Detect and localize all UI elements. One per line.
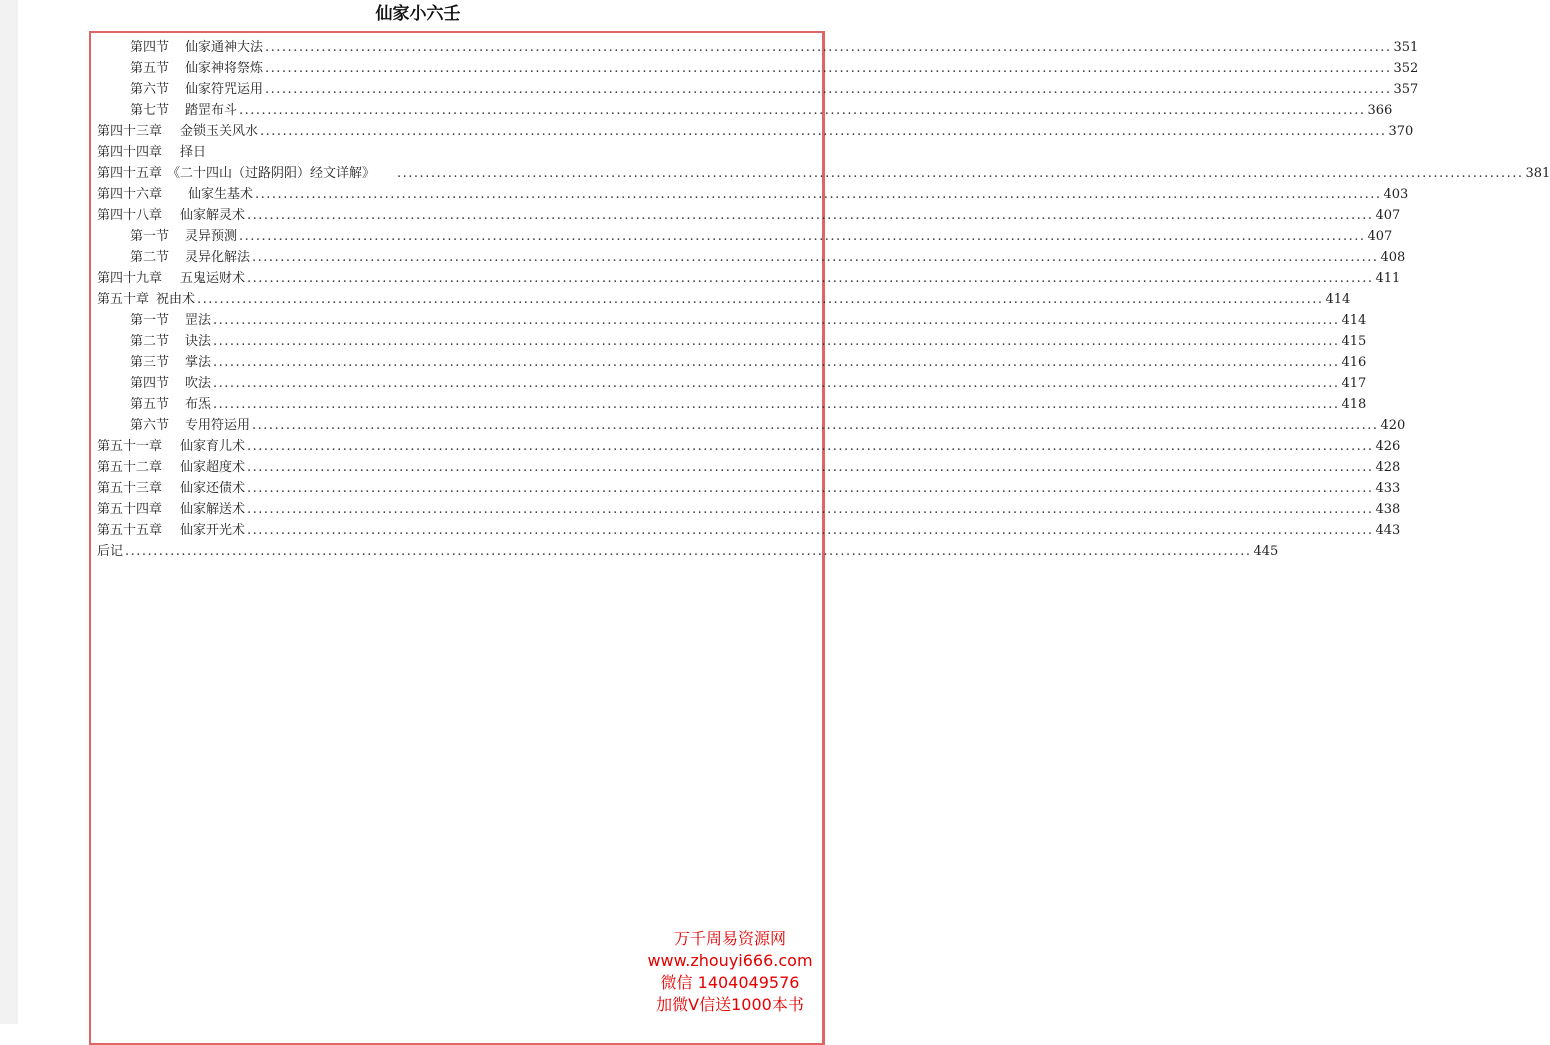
- toc-entry[interactable]: [97, 394, 819, 415]
- toc-leader-dots: ........................................................................................................................................................................................................: [265, 79, 1391, 100]
- toc-entry[interactable]: [97, 205, 819, 226]
- toc-entry-page: 426: [1376, 436, 1401, 457]
- toc-entry-title: 仙家生基术: [188, 184, 253, 205]
- toc-entry-label: 第四十八章: [97, 205, 162, 226]
- toc-entry-label: 第四十五章: [97, 163, 162, 184]
- toc-entry-title: 掌法: [185, 352, 211, 373]
- toc-entry-page: 417: [1342, 373, 1367, 394]
- toc-entry[interactable]: [97, 289, 819, 310]
- toc-entry-page: 415: [1342, 331, 1367, 352]
- toc-entry[interactable]: [97, 499, 819, 520]
- toc-entry-title: 祝由术: [156, 289, 195, 310]
- toc-entry-title: 踏罡布斗: [185, 100, 237, 121]
- toc-entry-label: 第五十二章: [97, 457, 162, 478]
- toc-leader-dots: ........................................................................................................................................................................................................: [213, 310, 1339, 331]
- watermark-line-4: 加微V信送1000本书: [632, 994, 828, 1016]
- toc-entry-title: 择日: [180, 142, 206, 163]
- toc-entry-label: 第五节: [130, 58, 169, 79]
- toc-entry-title: 仙家开光术: [180, 520, 245, 541]
- toc-entry-page: 403: [1384, 184, 1409, 205]
- toc-leader-dots: ........................................................................................................................................................................................................: [247, 478, 1373, 499]
- toc-entry[interactable]: [97, 79, 819, 100]
- toc-entry-page: 414: [1342, 310, 1367, 331]
- toc-entry[interactable]: [97, 268, 819, 289]
- toc-entry-page: 351: [1394, 37, 1419, 58]
- toc-entry[interactable]: [97, 100, 819, 121]
- toc-entry[interactable]: [97, 184, 819, 205]
- toc-entry-page: 433: [1376, 478, 1401, 499]
- toc-entry[interactable]: [97, 310, 819, 331]
- toc-entry-label: 第一节: [130, 226, 169, 247]
- toc-entry-title: 《二十四山（过路阴阳）经文详解》: [167, 163, 375, 184]
- toc-entry[interactable]: [97, 373, 819, 394]
- toc-leader-dots: ........................................................................................................................................................................................................: [247, 268, 1373, 289]
- toc-entry-label: 第二节: [130, 331, 169, 352]
- toc-leader-dots: ........................................................................................................................................................................................................: [213, 373, 1339, 394]
- toc-entry-label: 第四节: [130, 37, 169, 58]
- toc-entry[interactable]: [97, 541, 819, 562]
- toc-entry-label: 第五十四章: [97, 499, 162, 520]
- toc-entry-label: 第四节: [130, 373, 169, 394]
- toc-entry-page: 428: [1376, 457, 1401, 478]
- toc-entry-title: 金锁玉关风水: [180, 121, 258, 142]
- toc-entry-label: 后记: [97, 541, 123, 562]
- toc-entry[interactable]: [97, 415, 819, 436]
- toc-leader-dots: ........................................................................................................................................................................................................: [260, 121, 1386, 142]
- toc-entry-page: 414: [1326, 289, 1351, 310]
- toc-leader-dots: ........................................................................................................................................................................................................: [265, 37, 1391, 58]
- left-gutter: [0, 0, 18, 1024]
- toc-entry-title: 布炁: [185, 394, 211, 415]
- toc-leader-dots: ........................................................................................................................................................................................................: [252, 247, 1378, 268]
- toc-entry-title: 仙家符咒运用: [185, 79, 263, 100]
- toc-entry-title: 仙家育儿术: [180, 436, 245, 457]
- toc-entry-title: 仙家通神大法: [185, 37, 263, 58]
- toc-entry-page: 381: [1526, 163, 1550, 184]
- toc-leader-dots: ........................................................................................................................................................................................................: [397, 163, 1523, 184]
- toc-entry[interactable]: [97, 331, 819, 352]
- toc-entry-page: 420: [1381, 415, 1406, 436]
- toc-entry-label: 第四十四章: [97, 142, 162, 163]
- toc-entry-label: 第六节: [130, 79, 169, 100]
- toc-entry-label: 第五节: [130, 394, 169, 415]
- toc-leader-dots: ........................................................................................................................................................................................................: [255, 184, 1381, 205]
- watermark-line-2: www.zhouyi666.com: [632, 950, 828, 972]
- toc-leader-dots: ........................................................................................................................................................................................................: [213, 352, 1339, 373]
- toc-entry-title: 灵异预测: [185, 226, 237, 247]
- toc-entry-title: 吹法: [185, 373, 211, 394]
- toc-entry-page: 408: [1381, 247, 1406, 268]
- toc-entry-title: 灵异化解法: [185, 247, 250, 268]
- toc-entry[interactable]: [97, 37, 819, 58]
- toc-entry-label: 第四十九章: [97, 268, 162, 289]
- toc-entry-page: 366: [1368, 100, 1393, 121]
- document-title: 仙家小六壬: [0, 0, 836, 28]
- watermark: [632, 928, 828, 1016]
- toc-leader-dots: ........................................................................................................................................................................................................: [213, 331, 1339, 352]
- toc-leader-dots: ........................................................................................................................................................................................................: [125, 541, 1251, 562]
- toc-leader-dots: ........................................................................................................................................................................................................: [197, 289, 1323, 310]
- toc-entry-title: 仙家解灵术: [180, 205, 245, 226]
- toc-entry[interactable]: [97, 520, 819, 541]
- toc-entry-page: 411: [1376, 268, 1401, 289]
- toc-entry[interactable]: [97, 226, 819, 247]
- toc-leader-dots: ........................................................................................................................................................................................................: [239, 226, 1365, 247]
- toc-entry-page: 445: [1253, 541, 1278, 562]
- toc-entry-label: 第五十一章: [97, 436, 162, 457]
- toc-leader-dots: ........................................................................................................................................................................................................: [247, 436, 1373, 457]
- toc-entry-label: 第四十三章: [97, 121, 162, 142]
- toc-entry[interactable]: [97, 58, 819, 79]
- toc-entry-title: 罡法: [185, 310, 211, 331]
- toc-entry-label: 第五十五章: [97, 520, 162, 541]
- toc-leader-dots: ........................................................................................................................................................................................................: [247, 499, 1373, 520]
- watermark-line-1: 万千周易资源网: [632, 928, 828, 950]
- toc-entry-page: 416: [1342, 352, 1367, 373]
- toc-leader-dots: ........................................................................................................................................................................................................: [247, 205, 1373, 226]
- toc-leader-dots: ........................................................................................................................................................................................................: [247, 457, 1373, 478]
- toc-entry[interactable]: [97, 436, 819, 457]
- toc-entry-page: 443: [1376, 520, 1401, 541]
- toc-leader-dots: ........................................................................................................................................................................................................: [247, 520, 1373, 541]
- toc-leader-dots: ........................................................................................................................................................................................................: [252, 415, 1378, 436]
- toc-entry-page: 438: [1376, 499, 1401, 520]
- toc-entry-title: 专用符运用: [185, 415, 250, 436]
- toc-entry-label: 第一节: [130, 310, 169, 331]
- toc-entry-label: 第六节: [130, 415, 169, 436]
- toc-leader-dots: ........................................................................................................................................................................................................: [213, 394, 1339, 415]
- toc-entry-page: 357: [1394, 79, 1419, 100]
- toc-entry-page: 418: [1342, 394, 1367, 415]
- toc-entry[interactable]: [97, 121, 819, 142]
- toc-entry-label: 第五十三章: [97, 478, 162, 499]
- toc-entry-page: 407: [1368, 226, 1393, 247]
- watermark-line-3: 微信 1404049576: [632, 972, 828, 994]
- toc-entry[interactable]: [97, 352, 819, 373]
- toc-entry-page: 370: [1389, 121, 1414, 142]
- toc-leader-dots: ........................................................................................................................................................................................................: [239, 100, 1365, 121]
- toc-entry[interactable]: [97, 478, 819, 499]
- toc-entry-label: 第五十章: [97, 289, 149, 310]
- toc-entry-title: 仙家神将祭炼: [185, 58, 263, 79]
- toc-entry-title: 仙家还债术: [180, 478, 245, 499]
- toc-entry[interactable]: [97, 457, 819, 478]
- table-of-contents: [97, 37, 819, 562]
- toc-entry-label: 第三节: [130, 352, 169, 373]
- toc-entry-label: 第四十六章: [97, 184, 162, 205]
- toc-entry-label: 第二节: [130, 247, 169, 268]
- toc-entry-title: 五鬼运财术: [180, 268, 245, 289]
- toc-entry-title: 诀法: [185, 331, 211, 352]
- toc-entry-page: 352: [1394, 58, 1419, 79]
- toc-entry-title: 仙家解送术: [180, 499, 245, 520]
- toc-entry-label: 第七节: [130, 100, 169, 121]
- toc-leader-dots: ........................................................................................................................................................................................................: [265, 58, 1391, 79]
- toc-entry[interactable]: [97, 163, 819, 184]
- toc-entry-page: 407: [1376, 205, 1401, 226]
- toc-entry[interactable]: [97, 142, 819, 163]
- toc-entry[interactable]: [97, 247, 819, 268]
- toc-entry-title: 仙家超度术: [180, 457, 245, 478]
